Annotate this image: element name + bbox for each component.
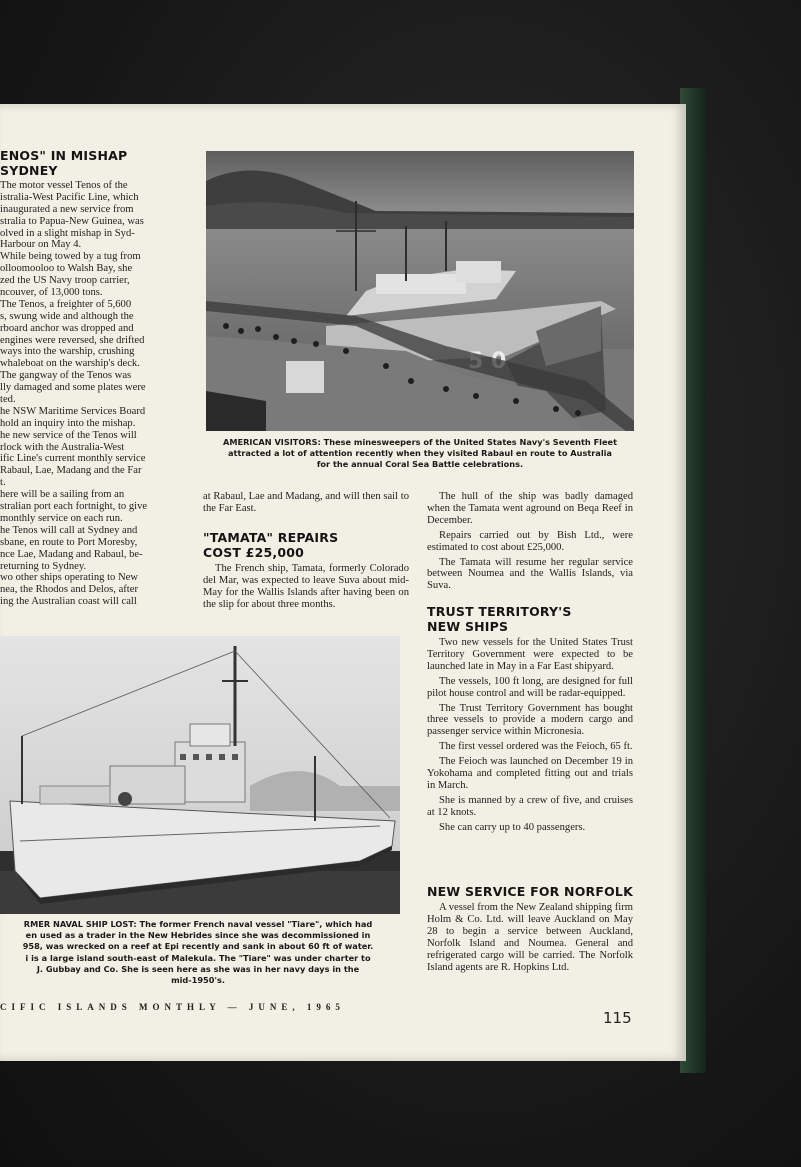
magazine-page — [0, 104, 686, 1061]
tenos-line: The gangway of the Tenos was — [0, 370, 132, 382]
tenos-line: ing the Australian coast will call — [0, 596, 137, 608]
norfolk-paragraph: A vessel from the New Zealand shipping firm Holm & Co. Ltd. will leave Auckland on May 28 to begin a service between Auckland, Norfolk Island and Noumea. General and refrigerated cargo will be carried. The Norfolk Island agents are R. Hopkins Ltd. — [427, 902, 633, 973]
caption-line: 958, was wrecked on a reef at Epi recently and sank in about 60 ft of water. — [22, 941, 374, 952]
tenos-line: wo other ships operating to New — [0, 572, 138, 584]
minesweepers-caption — [204, 437, 636, 471]
tamata-paragraph: The Tamata will resume her regular service between Noumea and the Wallis Islands, via Suva. — [427, 556, 633, 592]
tenos-line: nea, the Rhodos and Delos, after — [0, 584, 138, 596]
tenos-line: inaugurated a new service from — [0, 203, 134, 215]
tenos-line: ncouver, of 13,000 tons. — [0, 287, 103, 299]
tenos-line: nce Lae, Madang and Rabaul, be- — [0, 548, 143, 560]
caption-line: mid-1950's. — [171, 975, 225, 986]
minesweepers-image — [206, 151, 634, 431]
norfolk-headline-text: NEW SERVICE FOR NORFOLK — [427, 884, 633, 899]
tenos-line: ways into the warship, crushing — [0, 346, 135, 358]
trust-body — [427, 637, 633, 837]
tenos-line: Harbour on May 4. — [0, 239, 82, 251]
tamata-body-col2 — [427, 491, 633, 595]
trust-paragraph: The Feioch was launched on December 19 in Yokohama and completed fitting out and trials in March. — [427, 756, 633, 791]
tenos-line: monthly service on each run. — [0, 512, 123, 524]
tenos-line: stralia to Papua-New Guinea, was — [0, 215, 144, 227]
tenos-line: returning to Sydney. — [0, 560, 87, 572]
tamata-headline-line-2: COST £25,000 — [203, 545, 305, 560]
running-footer: CIFIC ISLANDS MONTHLY — JUNE, 1965 — [0, 1002, 345, 1012]
tenos-line: olved in a slight mishap in Syd- — [0, 227, 135, 239]
tenos-continuation — [203, 491, 409, 518]
tamata-paragraph: The French ship, Tamata, formerly Colorado del Mar, was expected to leave Suva about mid-May for the Wallis Islands after having been on the slip for about three months. — [203, 563, 409, 610]
norfolk-body — [427, 902, 633, 976]
tenos-continuation-text: at Rabaul, Lae and Madang, and will then sail to the Far East. — [203, 491, 409, 514]
tenos-line: Rabaul, Lae, Madang and the Far — [0, 465, 142, 477]
trust-headline-line-2: NEW SHIPS — [427, 619, 509, 634]
tenos-line: sbane, en route to Port Moresby, — [0, 536, 138, 548]
tenos-line: lly damaged and some plates were — [0, 382, 146, 394]
tenos-headline — [0, 148, 127, 178]
tamata-headline-line-1: "TAMATA" REPAIRS — [203, 530, 339, 545]
trust-paragraph: Two new vessels for the United States Trust Territory Government were expected to be launched late in May in a Far East shipyard. — [427, 637, 633, 672]
tenos-line: ted. — [0, 394, 16, 406]
caption-line: for the annual Coral Sea Battle celebrations. — [316, 459, 524, 470]
tenos-line: istralia-West Pacific Line, which — [0, 191, 139, 203]
caption-line: RMER NAVAL SHIP LOST: The former French naval vessel "Tiare", which had — [23, 919, 373, 929]
tiare-photo — [0, 636, 400, 914]
trust-paragraph: She is manned by a crew of five, and cruises at 12 knots. — [427, 794, 633, 818]
tamata-paragraph: Repairs carried out by Bish Ltd., were estimated to cost about £25,000. — [427, 529, 633, 553]
tenos-line: rboard anchor was dropped and — [0, 322, 134, 334]
tenos-line: The motor vessel Tenos of the — [0, 180, 128, 191]
caption-line: en used as a trader in the New Hebrides since she was decommissioned in — [25, 930, 371, 941]
caption-line: AMERICAN VISITORS: These minesweepers of the United States Navy's Seventh Fleet — [223, 437, 617, 447]
tamata-headline — [203, 530, 338, 560]
tenos-line: he NSW Maritime Services Board — [0, 405, 146, 417]
norfolk-headline — [427, 884, 633, 899]
trust-headline — [427, 604, 572, 634]
tiare-image — [0, 636, 400, 914]
tamata-paragraph: The hull of the ship was badly damaged when the Tamata went aground on Beqa Reef in December. — [427, 491, 633, 526]
trust-paragraph: The vessels, 100 ft long, are designed for full pilot house control and will be radar-equipped. — [427, 675, 633, 699]
tenos-body — [0, 180, 188, 608]
trust-paragraph: The first vessel ordered was the Feioch, 65 ft. — [439, 741, 633, 753]
tenos-line: olloomooloo to Walsh Bay, she — [0, 263, 133, 275]
page-number: 115 — [603, 1009, 632, 1027]
minesweepers-photo — [206, 151, 634, 431]
tenos-line: zed the US Navy troop carrier, — [0, 275, 130, 287]
trust-headline-line-1: TRUST TERRITORY'S — [427, 604, 572, 619]
tenos-line: s, swung wide and although the — [0, 310, 134, 322]
tamata-body-col1 — [203, 563, 409, 614]
tenos-line: he Tenos will call at Sydney and — [0, 524, 138, 536]
tenos-line: t. — [0, 477, 6, 489]
tenos-line: he new service of the Tenos will — [0, 429, 137, 441]
tenos-line: The Tenos, a freighter of 5,600 — [0, 298, 132, 310]
caption-line: i is a large island south-east of Malekula. The "Tiare" was under charter to — [25, 952, 371, 963]
tenos-headline-line-1: ENOS" IN MISHAP — [0, 148, 128, 163]
tenos-line: stralian port each fortnight, to give — [0, 501, 148, 513]
tenos-line: ific Line's current monthly service — [0, 453, 146, 465]
tenos-line: here will be a sailing from an — [0, 489, 125, 501]
tenos-line: hold an inquiry into the mishap. — [0, 417, 136, 429]
trust-paragraph: The Trust Territory Government has bought three vessels to provide a modern cargo and passenger service within Micronesia. — [427, 702, 633, 738]
tenos-line: While being towed by a tug from — [0, 251, 141, 263]
tiare-caption — [0, 919, 396, 986]
caption-line: J. Gubbay and Co. She is seen here as she was in her navy days in the — [36, 963, 360, 974]
tenos-line: rlock with the Australia-West — [0, 441, 125, 453]
tenos-headline-line-2: SYDNEY — [0, 163, 58, 178]
tenos-line: whaleboat on the warship's deck. — [0, 358, 140, 370]
tenos-line: engines were reversed, she drifted — [0, 334, 145, 346]
trust-paragraph: She can carry up to 40 passengers. — [439, 821, 586, 833]
caption-line: attracted a lot of attention recently when they visited Rabaul en route to Australia — [228, 448, 612, 459]
